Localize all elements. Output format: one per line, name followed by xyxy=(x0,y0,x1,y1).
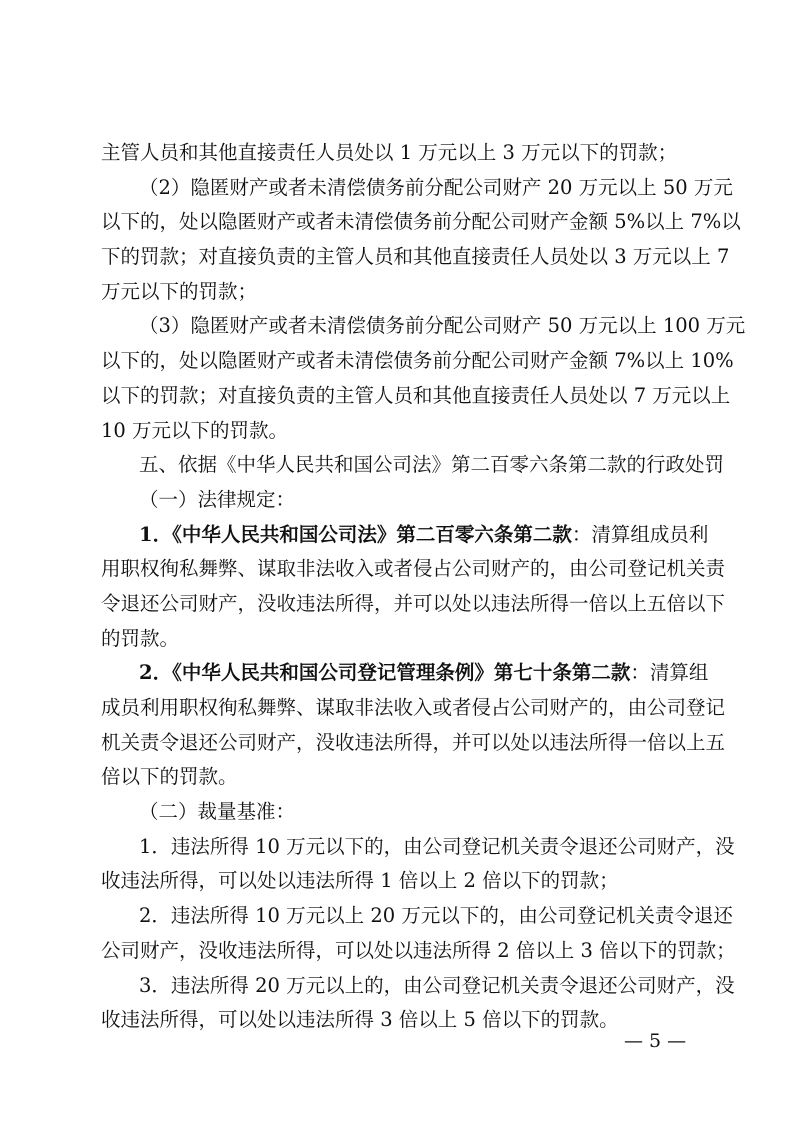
text-line: 3．违法所得 20 万元以上的，由公司登记机关责令退还公司财产，没 xyxy=(139,973,735,997)
text-line: 以下的罚款；对直接负责的主管人员和其他直接责任人员处以 7 万元以上 xyxy=(101,383,731,407)
text-line: 1．《中华人民共和国公司法》第二百零六条第二款：清算组成员利 xyxy=(139,522,709,546)
section-heading: 五、依据《中华人民共和国公司法》第二百零六条第二款的行政处罚 xyxy=(139,453,725,477)
text-line: 万元以下的罚款； xyxy=(101,279,258,303)
text-line: 下的罚款；对直接负责的主管人员和其他直接责任人员处以 3 万元以上 7 xyxy=(101,245,730,269)
law-citation: 1．《中华人民共和国公司法》第二百零六条第二款 xyxy=(139,522,572,546)
subsection-heading: （二）裁量基准： xyxy=(139,800,296,824)
text-line: 机关责令退还公司财产，没收违法所得，并可以处以违法所得一倍以上五 xyxy=(101,730,726,754)
text-line: 的罚款。 xyxy=(101,626,180,650)
text-line: 收违法所得，可以处以违法所得 1 倍以上 2 倍以下的罚款； xyxy=(101,869,619,893)
page-number: — 5 — xyxy=(624,1030,687,1052)
text-line: 以下的，处以隐匿财产或者未清偿债务前分配公司财产金额 7%以上 10% xyxy=(101,349,734,373)
text-line: （3）隐匿财产或者未清偿债务前分配公司财产 50 万元以上 100 万元 xyxy=(139,314,746,338)
text-line: 收违法所得，可以处以违法所得 3 倍以上 5 倍以下的罚款。 xyxy=(101,1008,619,1032)
text-line: 令退还公司财产，没收违法所得，并可以处以违法所得一倍以上五倍以下 xyxy=(101,591,726,615)
text-line: 倍以下的罚款。 xyxy=(101,765,238,789)
subsection-heading: （一）法律规定： xyxy=(139,487,296,511)
text-line: 2．《中华人民共和国公司登记管理条例》第七十条第二款：清算组 xyxy=(139,661,709,685)
text-line: （2）隐匿财产或者未清偿债务前分配公司财产 20 万元以上 50 万元 xyxy=(139,175,733,199)
text-line: 成员利用职权徇私舞弊、谋取非法收入或者侵占公司财产的，由公司登记 xyxy=(101,696,726,719)
text-line: 主管人员和其他直接责任人员处以 1 万元以上 3 万元以下的罚款； xyxy=(101,141,678,164)
law-citation: 2．《中华人民共和国公司登记管理条例》第七十条第二款 xyxy=(139,661,631,685)
text-line: 2．违法所得 10 万元以上 20 万元以下的，由公司登记机关责令退还 xyxy=(139,904,733,928)
text-line: 1．违法所得 10 万元以下的，由公司登记机关责令退还公司财产，没 xyxy=(139,834,735,858)
text-line: 公司财产，没收违法所得，可以处以违法所得 2 倍以上 3 倍以下的罚款； xyxy=(101,938,736,962)
text-line: 用职权徇私舞弊、谋取非法收入或者侵占公司财产的，由公司登记机关责 xyxy=(101,557,726,581)
page-body xyxy=(101,136,746,1038)
text-line: 10 万元以下的罚款。 xyxy=(101,418,289,442)
text-line: 以下的，处以隐匿财产或者未清偿债务前分配公司财产金额 5%以上 7%以 xyxy=(101,210,741,234)
